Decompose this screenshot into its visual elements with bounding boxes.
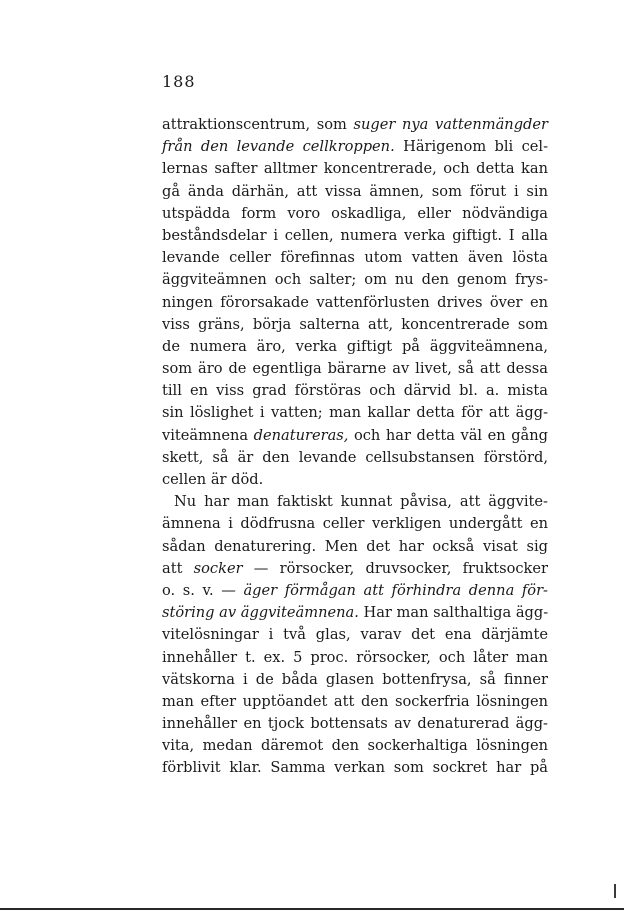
text-run: förblivit klar. Samma verkan som sockret har på — [162, 759, 548, 777]
text-run: o. s. v. — — [162, 581, 244, 599]
text-run: innehåller t. ex. 5 proc. rörsocker, och låter man — [162, 648, 548, 666]
text-line — [162, 580, 548, 602]
text-line — [162, 425, 548, 447]
text-line — [162, 114, 548, 136]
text-run: man efter upptöandet att den sockerfria lösningen — [162, 692, 548, 710]
text-run: viss gräns, börja salterna att, koncentrerade som — [162, 315, 548, 333]
text-line — [162, 269, 548, 291]
text-run: — rörsocker, druvsocker, fruktsocker — [242, 559, 548, 577]
text-run: äggviteämnen och salter; om nu den genom frys- — [162, 271, 548, 289]
text-run: Härigenom bli cel- — [394, 138, 548, 156]
text-line — [162, 336, 548, 358]
body-text — [162, 114, 548, 780]
text-line — [162, 136, 548, 158]
emphasized-text: äger förmågan att förhindra denna för- — [243, 581, 548, 599]
text-line — [162, 447, 548, 469]
text-run: och har detta väl en gång — [348, 426, 548, 444]
text-run: de numera äro, verka giftigt på äggviteämnena, — [162, 337, 548, 355]
text-run: Har man salthaltiga ägg- — [358, 604, 549, 622]
text-line — [162, 469, 548, 491]
text-line — [162, 358, 548, 380]
text-line — [162, 225, 548, 247]
text-run: levande celler förefinnas utom vatten även lösta — [162, 249, 548, 267]
text-line — [162, 602, 548, 624]
text-line — [162, 513, 548, 535]
text-run: vitelösningar i två glas, varav det ena därjämte — [162, 626, 548, 644]
text-line — [162, 691, 548, 713]
emphasized-text: från den levande cellkroppen. — [162, 138, 395, 156]
text-line — [162, 314, 548, 336]
emphasized-text: socker — [193, 559, 243, 577]
text-run: till en viss grad förstöras och därvid bl. a. mista — [162, 382, 548, 400]
text-run: beståndsdelar i cellen, numera verka giftigt. I alla — [162, 226, 548, 244]
page-bottom-edge — [0, 908, 624, 910]
scan-edge-mark — [614, 884, 616, 898]
text-line — [162, 181, 548, 203]
emphasized-text: suger nya vattenmängder — [353, 116, 548, 133]
text-run: cellen är död. — [162, 471, 264, 488]
text-line — [162, 402, 548, 424]
text-line — [162, 647, 548, 669]
text-run: sådan denaturering. Men det har också visat sig — [162, 537, 548, 555]
text-line — [162, 757, 548, 779]
text-line — [162, 158, 548, 180]
text-line — [162, 203, 548, 225]
text-run: som äro de egentliga bärarne av livet, så att dessa — [162, 360, 548, 378]
text-run: sin löslighet i vatten; man kallar detta för att ägg- — [162, 404, 548, 422]
text-line — [162, 292, 548, 314]
text-run: att — [162, 559, 194, 577]
text-line — [162, 247, 548, 269]
text-line — [162, 491, 548, 513]
text-line — [162, 669, 548, 691]
text-run: lernas safter alltmer koncentrerade, och detta kan — [162, 160, 548, 178]
text-run: utspädda form voro oskadliga, eller nödvändiga — [162, 204, 548, 222]
text-line — [162, 624, 548, 646]
page-number: 188 — [162, 72, 196, 91]
text-run: gå ända därhän, att vissa ämnen, som förut i sin — [162, 182, 548, 200]
text-run: Nu har man faktiskt kunnat påvisa, att äggvite- — [174, 493, 548, 511]
text-run: viteämnena — [162, 426, 254, 444]
text-run: vita, medan däremot den sockerhaltiga lösningen — [162, 737, 548, 755]
text-run: attraktionscentrum, som — [162, 116, 354, 133]
emphasized-text: störing av äggviteämnena. — [162, 604, 359, 622]
text-run: skett, så är den levande cellsubstansen förstörd, — [162, 448, 548, 466]
text-run: innehåller en tjock bottensats av denaturerad ägg- — [162, 715, 548, 733]
text-line — [162, 713, 548, 735]
emphasized-text: denatureras, — [253, 426, 349, 444]
text-line — [162, 558, 548, 580]
text-run: ningen förorsakade vattenförlusten drives över en — [162, 293, 548, 311]
text-line — [162, 380, 548, 402]
text-line — [162, 536, 548, 558]
text-run: vätskorna i de båda glasen bottenfrysa, så finner — [162, 670, 548, 688]
text-run: ämnena i dödfrusna celler verkligen undergått en — [162, 515, 548, 533]
text-line — [162, 735, 548, 757]
